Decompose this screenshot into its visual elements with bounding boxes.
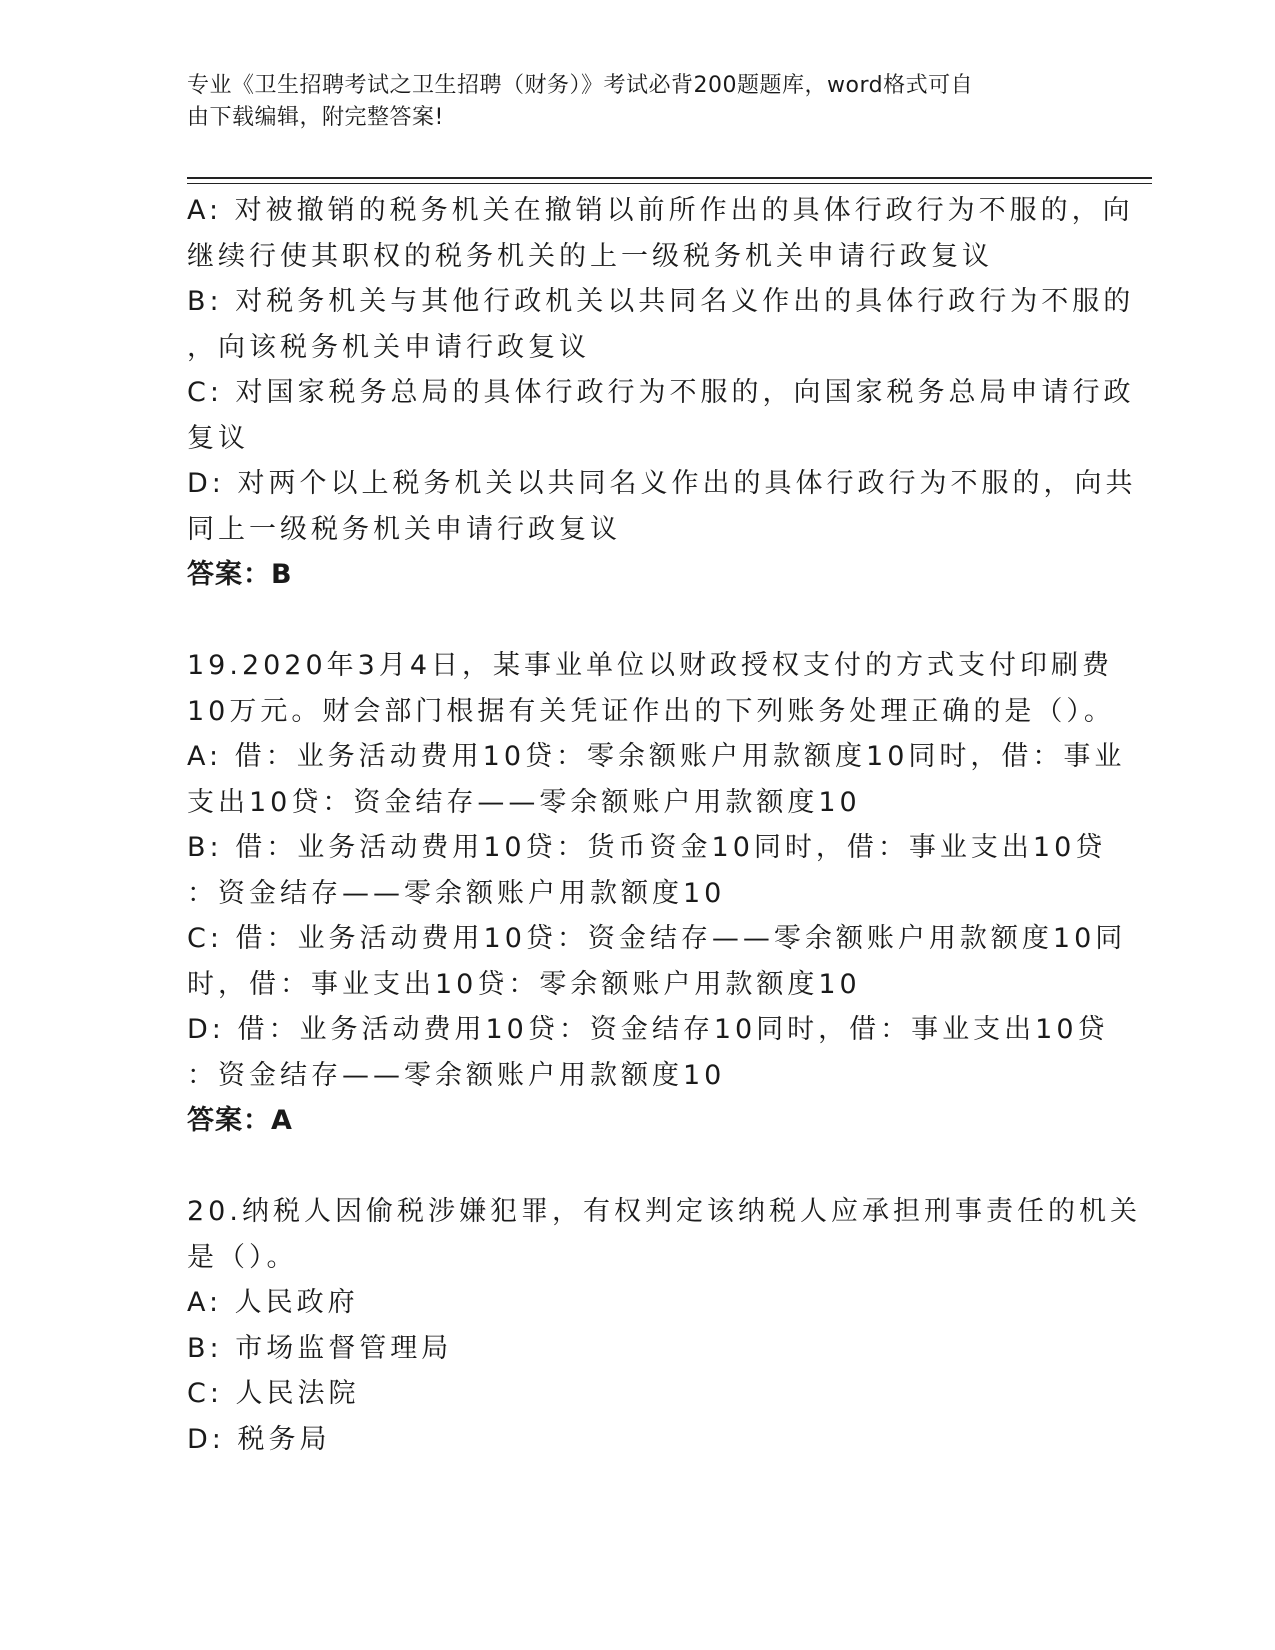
q19-option-d-line-1: D: 借：业务活动费用10贷：资金结存10同时，借：事业支出10贷 xyxy=(187,1014,1109,1045)
q18-answer: 答案：B xyxy=(187,559,293,590)
q20-option-c: C: 人民法院 xyxy=(187,1378,360,1409)
q18-option-d-line-1: D: 对两个以上税务机关以共同名义作出的具体行政行为不服的，向共 xyxy=(187,468,1137,499)
q18-option-d-line-2: 同上一级税务机关申请行政复议 xyxy=(187,513,621,545)
q19-option-c-line-1: C: 借：业务活动费用10贷：资金结存——零余额账户用款额度10同 xyxy=(187,923,1127,954)
q19-option-b-line-2: ：资金结存——零余额账户用款额度10 xyxy=(187,877,726,909)
question-20 xyxy=(187,1189,1141,1462)
q20-option-a: A: 人民政府 xyxy=(187,1287,359,1318)
q18-option-a-line-1: A: 对被撤销的税务机关在撤销以前所作出的具体行政行为不服的，向 xyxy=(187,195,1134,226)
q19-option-c-line-2: 时，借：事业支出10贷：零余额账户用款额度10 xyxy=(187,968,861,1000)
header-line-1: 专业《卫生招聘考试之卫生招聘（财务）》考试必背200题题库，word格式可自 xyxy=(187,73,974,98)
q20-stem-line-2: 是（）。 xyxy=(187,1241,298,1273)
q20-option-d: D: 税务局 xyxy=(187,1423,331,1455)
q19-option-b-line-1: B: 借：业务活动费用10贷：货币资金10同时，借：事业支出10贷 xyxy=(187,832,1107,863)
q20-stem-line-1: 20.纳税人因偷税涉嫌犯罪，有权判定该纳税人应承担刑事责任的机关 xyxy=(187,1196,1141,1227)
header-rule-thick xyxy=(187,177,1152,179)
q18-option-c-line-2: 复议 xyxy=(187,422,249,454)
header-line-2: 由下载编辑，附完整答案! xyxy=(187,105,444,130)
spacer xyxy=(187,1144,1077,1190)
question-content xyxy=(187,188,1141,1462)
question-19 xyxy=(187,643,1127,1144)
q19-option-d-line-2: ：资金结存——零余额账户用款额度10 xyxy=(187,1059,726,1091)
q18-option-b-line-1: B: 对税务机关与其他行政机关以共同名义作出的具体行政行为不服的 xyxy=(187,286,1135,317)
q19-stem-line-1: 19.2020年3月4日，某事业单位以财政授权支付的方式支付印刷费 xyxy=(187,650,1114,681)
q19-option-a-line-2: 支出10贷：资金结存——零余额账户用款额度10 xyxy=(187,786,861,818)
question-18 xyxy=(187,188,1137,598)
q19-answer: 答案：A xyxy=(187,1105,293,1136)
header-rule-thin xyxy=(187,183,1152,184)
document-header xyxy=(187,70,1067,134)
q19-stem-line-2: 10万元。财会部门根据有关凭证作出的下列账务处理正确的是（）。 xyxy=(187,695,1115,727)
q18-option-a-line-2: 继续行使其职权的税务机关的上一级税务机关申请行政复议 xyxy=(187,240,993,272)
q18-option-b-line-2: ，向该税务机关申请行政复议 xyxy=(187,331,590,363)
q19-option-a-line-1: A: 借：业务活动费用10贷：零余额账户用款额度10同时，借：事业 xyxy=(187,741,1126,772)
q18-option-c-line-1: C: 对国家税务总局的具体行政行为不服的，向国家税务总局申请行政 xyxy=(187,377,1135,408)
q20-option-b: B: 市场监督管理局 xyxy=(187,1332,453,1364)
spacer xyxy=(187,598,1077,644)
